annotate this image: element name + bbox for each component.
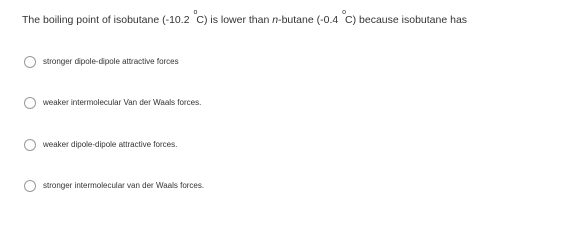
question-text <box>22 9 468 28</box>
question-part-4: C) because isobutane has <box>345 14 468 26</box>
degree-symbol: o <box>342 9 347 16</box>
question-part-2: C) is lower than <box>196 14 273 26</box>
answer-option[interactable] <box>24 180 204 192</box>
question-part-1: The boiling point of isobutane (-10.2 <box>22 14 190 26</box>
answer-option[interactable] <box>24 139 177 151</box>
radio-button[interactable] <box>24 56 36 68</box>
answer-option[interactable] <box>24 56 179 68</box>
radio-button[interactable] <box>24 97 36 109</box>
answer-option-label: stronger dipole-dipole attractive forces <box>43 57 179 66</box>
answer-option[interactable] <box>24 97 201 109</box>
answer-option-label: stronger intermolecular van der Waals forces. <box>43 181 205 190</box>
answer-option-label: weaker dipole-dipole attractive forces. <box>43 140 178 149</box>
radio-button[interactable] <box>24 180 36 192</box>
radio-button[interactable] <box>24 139 36 151</box>
question-part-3: -butane (-0.4 <box>278 14 339 26</box>
answer-option-label: weaker intermolecular Van der Waals forces. <box>43 98 202 107</box>
degree-symbol: o <box>193 9 198 16</box>
question-italic-n: n <box>272 14 279 26</box>
